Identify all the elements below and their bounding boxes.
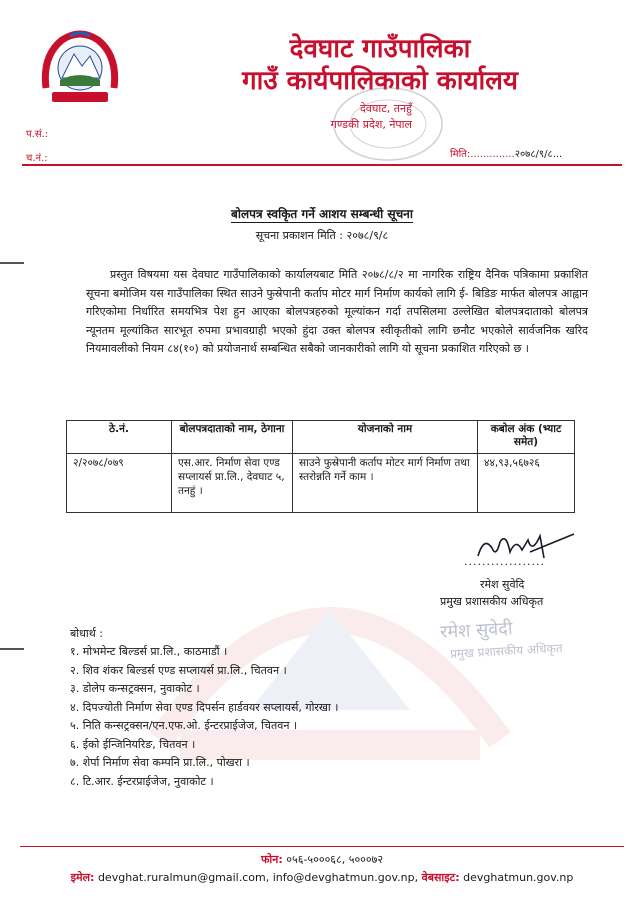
signer-name: रमेश सुवेदि [480,578,525,591]
cc-label: बोधार्थ : [70,627,103,640]
list-item: १. मोभमेन्ट बिल्डर्स प्रा.लि., काठमाडौं । [70,645,228,658]
list-item: ४. दिपज्योती निर्माण सेवा एण्ड दिपर्सन हार्डवयर सप्लायर्स, गोरखा । [70,700,339,714]
binder-mark [0,648,24,650]
footer-contact [0,870,644,885]
date-value: २०७८/९/८... [514,149,563,160]
notice-publish-date: सूचना प्रकाशन मिति : २०७८/९/८ [255,229,389,242]
cell-project: साउने फुस्रेपानी कर्ताप मोटर मार्ग निर्माण तथा स्तरोन्नति गर्ने काम । [293,454,478,513]
email-value: devghat.ruralmun@gmail.com, info@devghatmun.gov.np, [97,871,419,884]
notice-title-text: बोलपत्र स्वकृित गर्ने आशय सम्बन्धी सूचना [231,207,413,221]
cell-bidder: एस.आर. निर्माण सेवा एण्ड सप्लायर्स प्रा.लि., देवघाट ५, तनहुं । [172,454,293,513]
list-item: ५. निति कन्सट्रक्सन/एन.एफ.ओ. ईन्टरप्राईजेज, चितवन । [70,719,298,732]
nepal-emblem-icon [40,28,120,110]
address-line1: देवघाट, तनहुँ [359,102,412,115]
table-header-row [67,421,575,454]
header-divider [22,164,622,166]
cc-list [70,643,338,791]
seal-name: रमेश सुवेदी [439,618,514,643]
cell-amount: ४४,९३,५६७२६ [478,454,575,513]
column-header-project: योजनाको नाम [293,421,478,454]
list-item: ६. ईको ईन्जिनियरिङ, चितवन । [70,737,196,751]
office-title-line1: देवघाट गाउँपालिका [289,34,471,64]
chn-label: च.नं.: [26,153,48,164]
footer-divider [20,846,624,847]
column-header-bidder: बोलपत्रदाताको नाम, ठेगाना [172,421,293,454]
signer-title: प्रमुख प्रशासकीय अधिकृत [440,595,544,608]
letter-date [450,146,562,160]
date-dots: .............. [470,149,515,160]
date-label: मिति: [450,149,471,160]
office-title-line2: गाउँ कार्यपालिकाको कार्यालय [242,66,518,96]
list-item: ३. डोलेप कन्सट्रक्सन, नुवाकोट । [70,682,200,695]
list-item: ७. शेर्पा निर्माण सेवा कम्पनि प्रा.लि., पोखरा । [70,756,250,769]
phone-label: फोन: [260,853,283,866]
address-line2: गण्डकी प्रदेश, नेपाल [330,118,412,131]
website-label: वेबसाइट: [421,871,460,884]
website-value: devghatmun.gov.np [463,871,574,884]
email-label: इमेल: [70,871,95,884]
notice-body: प्रस्तुत विषयमा यस देवघाट गाउँपालिकाको कार्यालयबाट मिति २०७८/८/२ मा नागरिक राष्ट्रिय दैनिक पत्रिकामा प्रकाशित सूचना बमोजिम यस गाउँपालिका स्थित साउने फुस्रेपानी कर्ताप मोटर मार्ग निर्माण कार्यको लागि ई- बिडिङ मार्फत बोलपत्र आह्वान गरिएकोमा निर्धारित समयभित्र पेश हुन आएका बोलपत्रहरुको मूल्यांकन गर्दा तपसिलमा उल्लेखित बोलपत्रदाताको बोलपत्र न्यूनतम मूल्यांकित सारभूत रुपमा प्रभावग्राही भएको हुंदा उक्त बोलपत्र स्वीकृतीको लागि छनौट भएकोले सार्वजनिक खरिद नियमावलीको नियम ८४(१०) को प्रयोजनार्थ सम्बन्धित सबैको जानकारीको लागि यो सूचना प्रकाशित गरिएको छ । [86,268,588,355]
ps-label: प.सं.: [26,129,49,140]
notice-title [0,205,644,222]
column-header-amount: कबोल अंक (भ्याट समेत) [478,421,575,454]
table-row [67,454,575,513]
office-stamp-icon [328,84,448,164]
footer-phone [0,852,644,867]
signature-line: .................. [464,555,545,568]
bid-table [66,420,575,513]
seal-title: प्रमुख प्रशासकीय अधिकृत [449,641,563,661]
list-item: ८. टि.आर. ईन्टरप्राईजेज, नुवाकोट । [70,774,214,788]
column-header-contract-no: ठे.नं. [67,421,172,454]
phone-value: ०५६-५०००६८, ५०००७२ [286,853,384,866]
list-item: २. शिव शंकर बिल्डर्स एण्ड सप्लायर्स प्रा.लि., चितवन । [70,663,287,677]
binder-mark [0,262,24,264]
cell-contract-no: २/२०७८/०७९ [67,454,172,513]
